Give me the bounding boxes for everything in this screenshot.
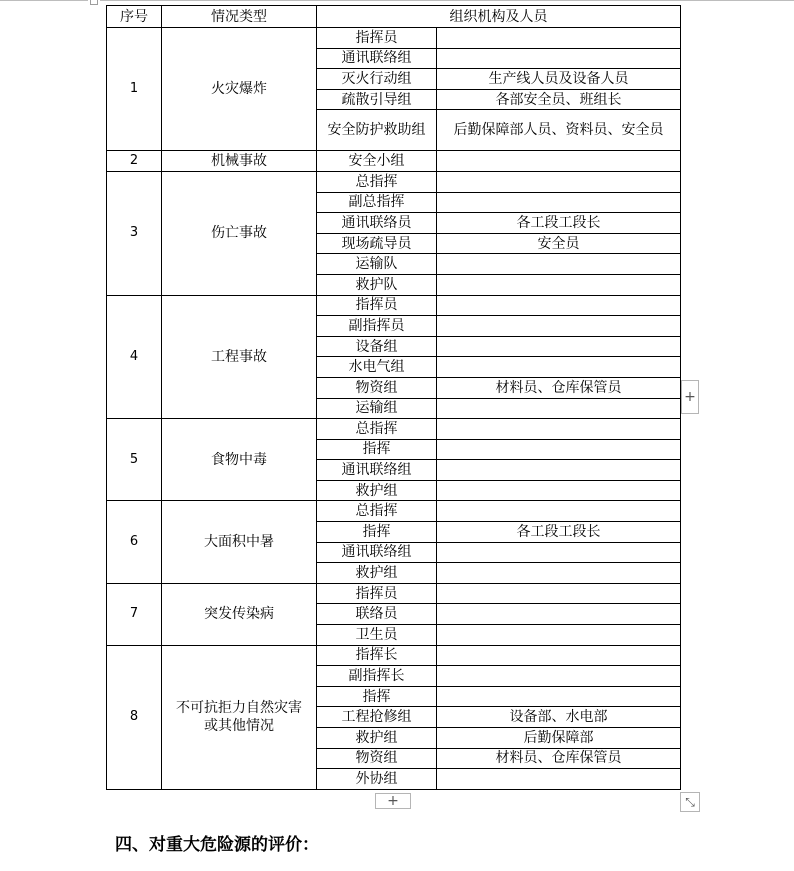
organization-role-cell: 物资组 <box>317 377 437 398</box>
personnel-cell <box>437 316 681 337</box>
personnel-cell <box>437 460 681 481</box>
personnel-cell: 各工段工段长 <box>437 213 681 234</box>
row-number-cell: 1 <box>107 28 162 151</box>
personnel-cell <box>437 28 681 49</box>
organization-role-cell: 灭火行动组 <box>317 69 437 90</box>
organization-role-cell: 安全防护救助组 <box>317 110 437 151</box>
personnel-cell <box>437 645 681 666</box>
personnel-cell <box>437 254 681 275</box>
organization-role-cell: 通讯联络员 <box>317 213 437 234</box>
organization-role-cell: 运输队 <box>317 254 437 275</box>
organization-role-cell: 联络员 <box>317 604 437 625</box>
organization-role-cell: 水电气组 <box>317 357 437 378</box>
row-number-cell: 4 <box>107 295 162 419</box>
organization-role-cell: 总指挥 <box>317 501 437 522</box>
personnel-cell: 后勤保障部人员、资料员、安全员 <box>437 110 681 151</box>
personnel-cell <box>437 686 681 707</box>
personnel-cell: 设备部、水电部 <box>437 707 681 728</box>
personnel-cell <box>437 357 681 378</box>
add-row-button[interactable] <box>375 793 411 809</box>
resize-icon: ⤡ <box>685 795 695 809</box>
organization-role-cell: 指挥员 <box>317 583 437 604</box>
row-number-cell: 6 <box>107 501 162 583</box>
personnel-cell <box>437 336 681 357</box>
situation-type-cell: 工程事故 <box>162 295 317 419</box>
personnel-cell: 各部安全员、班组长 <box>437 89 681 110</box>
table-row <box>107 583 681 604</box>
personnel-cell: 材料员、仓库保管员 <box>437 377 681 398</box>
row-number-cell: 5 <box>107 419 162 501</box>
personnel-cell <box>437 439 681 460</box>
personnel-cell <box>437 419 681 440</box>
situation-type-cell: 大面积中暑 <box>162 501 317 583</box>
organization-role-cell: 通讯联络组 <box>317 48 437 69</box>
organization-role-cell: 现场疏导员 <box>317 233 437 254</box>
header-no: 序号 <box>107 6 162 28</box>
organization-role-cell: 指挥 <box>317 522 437 543</box>
organization-role-cell: 通讯联络组 <box>317 542 437 563</box>
table-row <box>107 171 681 192</box>
add-column-button[interactable] <box>681 380 699 414</box>
personnel-cell <box>437 769 681 790</box>
personnel-cell <box>437 666 681 687</box>
organization-role-cell: 救护组 <box>317 480 437 501</box>
table-row <box>107 501 681 522</box>
personnel-cell <box>437 171 681 192</box>
table-row <box>107 28 681 49</box>
organization-role-cell: 副指挥长 <box>317 666 437 687</box>
row-number-cell: 8 <box>107 645 162 789</box>
personnel-cell <box>437 604 681 625</box>
organization-role-cell: 指挥长 <box>317 645 437 666</box>
organization-role-cell: 副总指挥 <box>317 192 437 213</box>
situation-type-cell: 伤亡事故 <box>162 171 317 295</box>
organization-role-cell: 疏散引导组 <box>317 89 437 110</box>
personnel-cell: 材料员、仓库保管员 <box>437 748 681 769</box>
table-header-row <box>107 6 681 28</box>
table-row <box>107 151 681 172</box>
row-number-cell: 7 <box>107 583 162 645</box>
personnel-cell: 安全员 <box>437 233 681 254</box>
personnel-cell <box>437 398 681 419</box>
personnel-cell <box>437 501 681 522</box>
personnel-cell <box>437 542 681 563</box>
organization-role-cell: 安全小组 <box>317 151 437 172</box>
section-heading: 四、对重大危险源的评价： <box>115 835 319 855</box>
organization-role-cell: 救护组 <box>317 728 437 749</box>
personnel-cell: 后勤保障部 <box>437 728 681 749</box>
cut-off-text-line <box>160 866 700 871</box>
personnel-cell <box>437 295 681 316</box>
plus-icon: + <box>684 389 696 405</box>
plus-icon: + <box>387 793 399 809</box>
table-body <box>107 28 681 790</box>
table-row <box>107 419 681 440</box>
situation-type-cell: 火灾爆炸 <box>162 28 317 151</box>
personnel-cell <box>437 563 681 584</box>
situation-type-cell: 机械事故 <box>162 151 317 172</box>
organization-role-cell: 救护组 <box>317 563 437 584</box>
organization-role-cell: 救护队 <box>317 274 437 295</box>
organization-role-cell: 指挥 <box>317 686 437 707</box>
personnel-cell: 生产线人员及设备人员 <box>437 69 681 90</box>
organization-role-cell: 外协组 <box>317 769 437 790</box>
situation-type-cell: 食物中毒 <box>162 419 317 501</box>
personnel-cell <box>437 192 681 213</box>
personnel-cell <box>437 583 681 604</box>
organization-role-cell: 设备组 <box>317 336 437 357</box>
header-situation-type: 情况类型 <box>162 6 317 28</box>
row-number-cell: 3 <box>107 171 162 295</box>
situation-type-cell: 突发传染病 <box>162 583 317 645</box>
header-organization-personnel: 组织机构及人员 <box>317 6 681 28</box>
organization-role-cell: 物资组 <box>317 748 437 769</box>
organization-role-cell: 运输组 <box>317 398 437 419</box>
personnel-cell <box>437 625 681 646</box>
personnel-cell: 各工段工段长 <box>437 522 681 543</box>
previous-page-edge <box>0 0 794 4</box>
organization-role-cell: 指挥 <box>317 439 437 460</box>
row-number-cell: 2 <box>107 151 162 172</box>
personnel-cell <box>437 48 681 69</box>
personnel-cell <box>437 151 681 172</box>
organization-role-cell: 通讯联络组 <box>317 460 437 481</box>
organization-role-cell: 总指挥 <box>317 171 437 192</box>
emergency-organization-table <box>106 5 681 790</box>
table-row <box>107 645 681 666</box>
personnel-cell <box>437 480 681 501</box>
table-resize-handle[interactable] <box>680 792 700 812</box>
organization-role-cell: 总指挥 <box>317 419 437 440</box>
organization-role-cell: 卫生员 <box>317 625 437 646</box>
organization-role-cell: 副指挥员 <box>317 316 437 337</box>
table-row <box>107 295 681 316</box>
personnel-cell <box>437 274 681 295</box>
organization-role-cell: 工程抢修组 <box>317 707 437 728</box>
organization-role-cell: 指挥员 <box>317 295 437 316</box>
situation-type-cell: 不可抗拒力自然灾害或其他情况 <box>162 645 317 789</box>
organization-role-cell: 指挥员 <box>317 28 437 49</box>
